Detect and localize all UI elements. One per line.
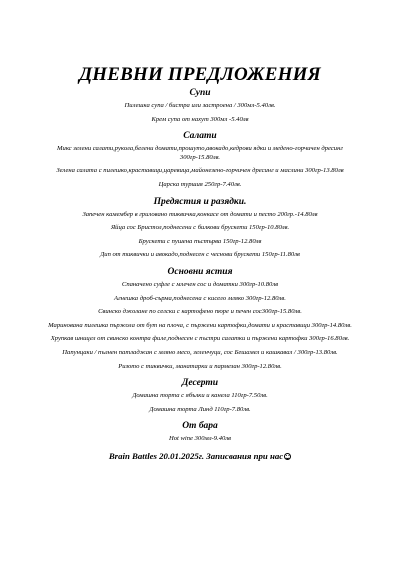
menu-item: Микс зелени салати,рукола,белени домати,прошуто,авокадо,кедрови ядки и медено-горчичен дресинг 300гр-15.80лв. xyxy=(57,145,343,161)
section-salads xyxy=(20,130,380,189)
items-list xyxy=(20,392,380,414)
section-soups xyxy=(20,87,380,124)
menu-item: Царска туршия 250гр-7.40лв. xyxy=(158,180,242,188)
section-desserts xyxy=(20,377,380,414)
items-list xyxy=(20,102,380,124)
menu-item: Домашна торта Линд 110гр-7.80лв. xyxy=(149,405,251,413)
menu-item: Ризото с тиквички, манатарки и пармезан 300гр-12.80лв. xyxy=(118,362,282,370)
menu-item: Агнешка дроб-сърма,поднесена с кисело мляко 300гр-12.80лв. xyxy=(114,294,286,302)
section-bar xyxy=(20,420,380,444)
items-list xyxy=(20,281,380,371)
menu-item: Свинско джолане по селски с картофено пюре и печен сос300гр-15.80лв. xyxy=(98,308,302,316)
section-heading: Салати xyxy=(183,131,217,142)
menu-item: Брускети с пушена пъстърва 150гр-12.80лв xyxy=(138,237,262,245)
menu-item: Маринована пилешка пържола от бут на плоча, с пържени картофки,домати и краставици 300гр-14.80лв. xyxy=(48,321,352,329)
items-list xyxy=(20,211,380,260)
menu-item: Спаначено суфле с млечен сос и доматки 300гр-10.80лв xyxy=(121,280,279,288)
menu-item: Пилешка супа / бистра или застроена / 300мл-5.40лв. xyxy=(124,102,276,109)
smiley-face-icon xyxy=(284,453,291,460)
menu-item: Яйца сос Бристол,поднесени с билкови брускети 150гр-10.80лв. xyxy=(110,224,290,232)
menu-item: Папунцаки / пълнен патладжан с мляно месо, зеленчуци, сос Бешамел и кашкавал / 300гр-13.80лв. xyxy=(62,348,338,356)
items-list xyxy=(20,145,380,189)
section-heading: Основни ястия xyxy=(167,266,233,277)
section-heading: Супи xyxy=(189,88,211,98)
event-announcement-text: Brain Battles 20.01.2025г. Записвания при нас xyxy=(108,450,284,461)
menu-item: Зелена салата с пилешко,краставици,царевица,майонезено-горчичен дресинг и маслини 300гр-13.80лв xyxy=(56,167,344,175)
menu-item: Дип от тиквички и авокадо,поднесен с чеснови брускети 150гр-11.80лв xyxy=(100,251,300,259)
menu-item: Домашна торта с ябълки и канела 110гр-7.50лв. xyxy=(132,392,268,400)
section-heading: Предястия и разядки. xyxy=(153,196,247,207)
menu-item: Запечен камембер в гриловано тиквичка,конкасе от домати и песто 200гр.-14.80лв xyxy=(82,210,318,218)
menu-item: Хрупкав шницел от свинско контра филе,поднесен с пъстри салатки и пържени картофки 300гр-16.80лв. xyxy=(50,335,350,343)
section-mains xyxy=(20,266,380,371)
menu-item: Hot wine 300мл-9.40лв xyxy=(168,435,232,443)
section-starters xyxy=(20,196,380,260)
event-announcement xyxy=(20,451,380,462)
menu-content xyxy=(20,87,380,462)
page-title: ДНЕВНИ ПРЕДЛОЖЕНИЯ xyxy=(79,64,321,85)
menu-item: Крем супа от нахут 300мл -5.40лв xyxy=(151,115,249,123)
section-heading: Десерти xyxy=(181,378,219,389)
section-heading: От бара xyxy=(182,421,218,432)
items-list xyxy=(20,435,380,444)
